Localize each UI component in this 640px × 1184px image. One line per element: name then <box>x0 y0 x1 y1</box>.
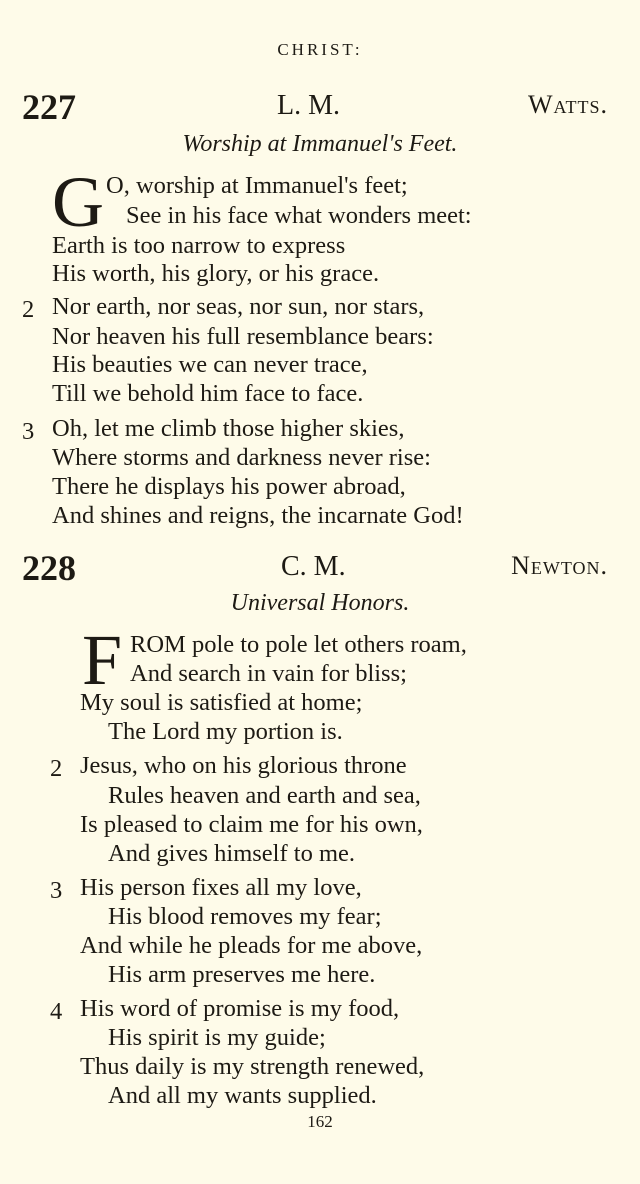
verse-line: Nor earth, nor seas, nor sun, nor stars, <box>52 293 425 320</box>
verse-line: And search in vain for bliss; <box>130 660 407 687</box>
verse-number: 3 <box>50 877 63 904</box>
verse-line: His spirit is my guide; <box>108 1024 326 1051</box>
verse-line: Rules heaven and earth and sea, <box>108 782 421 809</box>
verse-line: His worth, his glory, or his grace. <box>52 260 380 287</box>
verse-line: Till we behold him face to face. <box>52 380 364 407</box>
verse-line: Nor heaven his full resemblance bears: <box>52 323 434 350</box>
verse-line: And all my wants supplied. <box>108 1082 377 1109</box>
verse-line: Earth is too narrow to express <box>52 232 346 259</box>
verse-line: His beauties we can never trace, <box>52 351 368 378</box>
verse-line: Where storms and darkness never rise: <box>52 444 431 471</box>
verse-line: My soul is satisfied at home; <box>80 689 363 716</box>
verse-line: Jesus, who on his glorious throne <box>80 752 407 779</box>
verse-number: 2 <box>22 296 35 323</box>
hymn-number: 227 <box>22 87 76 127</box>
drop-cap: F <box>82 620 123 700</box>
hymn-number: 228 <box>22 548 76 588</box>
verse-line: And gives himself to me. <box>108 840 356 867</box>
verse-line: His person fixes all my love, <box>80 874 362 901</box>
verse-number: 3 <box>22 418 35 445</box>
hymn-author: Newton. <box>511 551 608 580</box>
verse-line: Oh, let me climb those higher skies, <box>52 415 405 442</box>
verse-line: Thus daily is my strength renewed, <box>80 1053 425 1080</box>
verse-line: And shines and reigns, the incarnate God! <box>52 502 464 529</box>
verse-line: O, worship at Immanuel's feet; <box>106 172 408 199</box>
hymn-title: Worship at Immanuel's Feet. <box>182 131 458 157</box>
hymn-meter: L. M. <box>277 90 340 121</box>
verse-line: His word of promise is my food, <box>80 995 400 1022</box>
hymn-author: Watts. <box>527 90 608 119</box>
hymn-title: Universal Honors. <box>230 590 410 616</box>
verse-line: There he displays his power abroad, <box>52 473 406 500</box>
verse-line: Is pleased to claim me for his own, <box>80 811 423 838</box>
verse-line: ROM pole to pole let others roam, <box>130 631 467 658</box>
page-number: 162 <box>307 1112 333 1131</box>
hymn-meter: C. M. <box>281 551 346 582</box>
verse-line: And while he pleads for me above, <box>80 932 423 959</box>
drop-cap: G <box>52 162 104 242</box>
verse-line: See in his face what wonders meet: <box>126 202 472 229</box>
running-head: CHRIST: <box>277 40 363 59</box>
verse-number: 2 <box>50 755 63 782</box>
verse-line: His blood removes my fear; <box>108 903 382 930</box>
verse-line: His arm preserves me here. <box>108 961 376 988</box>
verse-line: The Lord my portion is. <box>108 718 343 745</box>
verse-number: 4 <box>50 998 63 1025</box>
